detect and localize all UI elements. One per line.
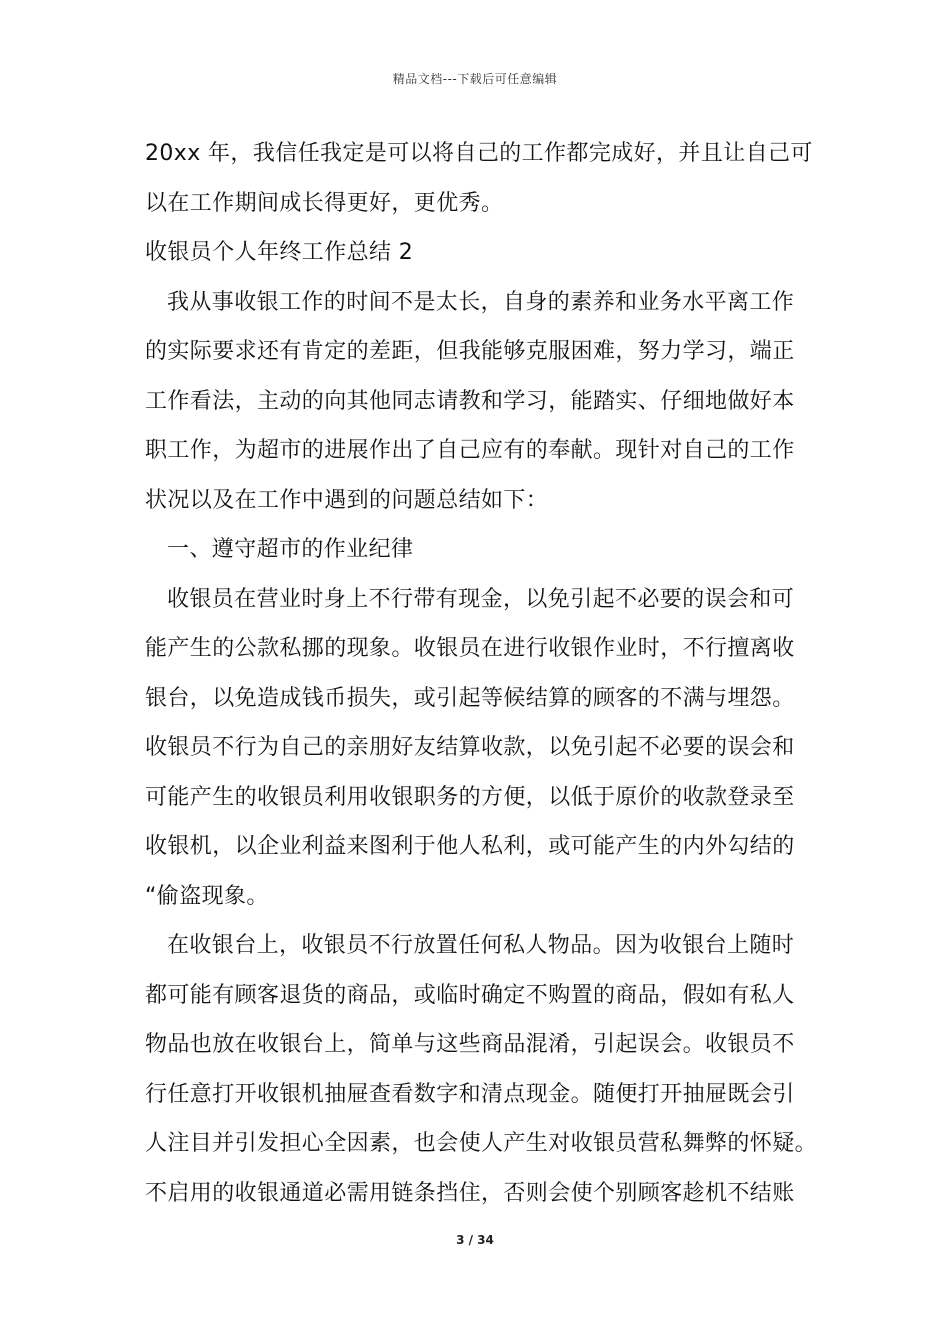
text-line: 都可能有顾客退货的商品，或临时确定不购置的商品，假如有私人: [145, 982, 795, 1008]
text-line: 状况以及在工作中遇到的问题总结如下：: [145, 487, 549, 513]
text-line: 收银员在营业时身上不行带有现金，以免引起不必要的误会和可: [167, 586, 795, 612]
section-heading: 收银员个人年终工作总结 2: [145, 240, 414, 265]
text-line: 不启用的收银通道必需用链条挡住，否则会使个别顾客趁机不结账: [145, 1180, 795, 1206]
text-line: 能产生的公款私挪的现象。收银员在进行收银作业时，不行擅离收: [145, 636, 795, 661]
text-line: 以在工作期间成长得更好，更优秀。: [145, 190, 504, 216]
page-header: 精品文档---下载后可任意编辑: [392, 72, 558, 86]
text-line: 银台，以免造成钱币损失，或引起等候结算的顾客的不满与埋怨。: [145, 685, 795, 711]
text-line: 收银员不行为自己的亲朋好友结算收款，以免引起不必要的误会和: [145, 735, 795, 760]
text-line: 工作看法，主动的向其他同志请教和学习，能踏实、仔细地做好本: [145, 388, 795, 414]
text-line: 20xx 年，我信任我定是可以将自己的工作都完成好，并且让自己可: [145, 141, 813, 166]
text-line: 的实际要求还有肯定的差距，但我能够克服困难，努力学习，端正: [145, 339, 795, 364]
text-line: 可能产生的收银员利用收银职务的方便，以低于原价的收款登录至: [145, 784, 795, 810]
page-number: 3 / 34: [456, 1233, 494, 1247]
text-line: 人注目并引发担心全因素，也会使人产生对收银员营私舞弊的怀疑。: [145, 1131, 818, 1156]
text-line: 物品也放在收银台上，简单与这些商品混淆，引起误会。收银员不: [145, 1032, 795, 1057]
text-line: “偷盗现象。: [145, 883, 269, 909]
text-line: 在收银台上，收银员不行放置任何私人物品。因为收银台上随时: [167, 933, 795, 958]
text-line: 行任意打开收银机抽屉查看数字和清点现金。随便打开抽屉既会引: [145, 1081, 795, 1107]
text-line: 我从事收银工作的时间不是太长，自身的素养和业务水平离工作: [167, 289, 795, 315]
subsection-heading: 一、遵守超市的作业纪律: [167, 537, 414, 562]
text-line: 收银机，以企业利益来图利于他人私利，或可能产生的内外勾结的: [145, 834, 795, 859]
document-body: [145, 129, 825, 1218]
text-line: 职工作，为超市的进展作出了自己应有的奉献。现针对自己的工作: [145, 438, 795, 463]
